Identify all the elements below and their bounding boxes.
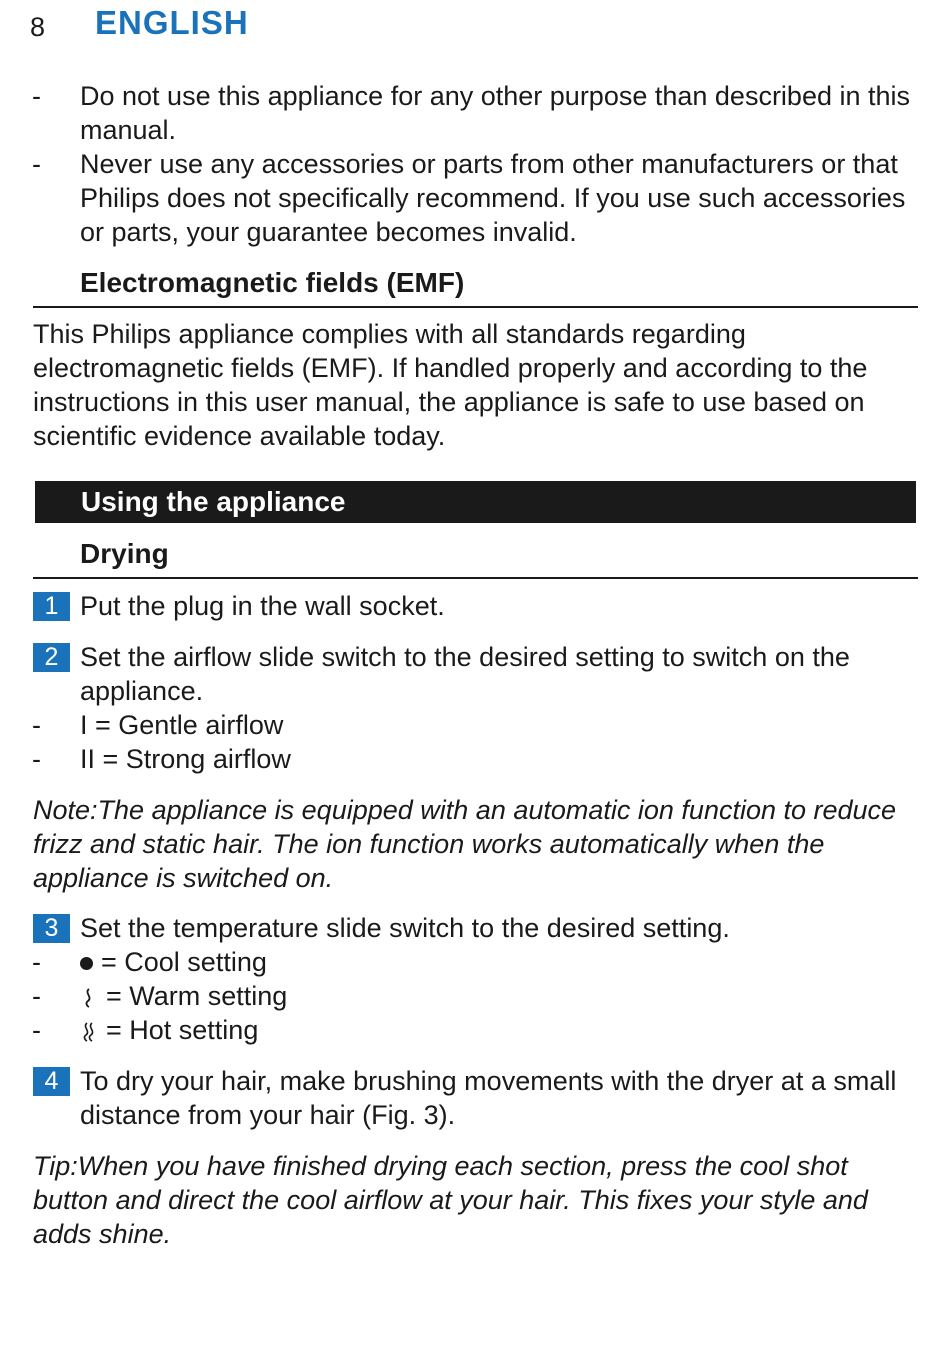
airflow-gentle: - I = Gentle airflow <box>32 710 284 740</box>
step-text: Set the temperature slide switch to the desired setting. <box>80 913 730 943</box>
single-wave-icon <box>80 987 98 1009</box>
bullet-text: Never use any accessories or parts from other manufacturers or that Philips does not specifically recommend. If you use such accessories or parts, your guarantee becomes invalid. <box>80 149 906 247</box>
temp-hot: - = Hot setting <box>32 1015 259 1045</box>
dot-icon <box>80 957 93 970</box>
double-wave-icon <box>80 1021 98 1043</box>
tip-label: Tip: <box>33 1151 78 1181</box>
bullet-text: = Hot setting <box>106 1015 259 1045</box>
bullet-text: = Cool setting <box>101 947 267 977</box>
step-number: 2 <box>33 643 70 672</box>
page-number: 8 <box>30 12 46 42</box>
note-label: Note: <box>33 795 98 825</box>
drying-heading: Drying <box>33 537 918 579</box>
bullet-text: I = Gentle airflow <box>80 710 284 740</box>
note-text: The appliance is equipped with an automatic ion function to reduce frizz and static hair. The ion function works automatically when the appliance is switched on. <box>33 795 897 893</box>
step-number: 3 <box>33 914 70 943</box>
step-number: 4 <box>33 1067 70 1096</box>
step-4 <box>33 1064 918 1132</box>
airflow-strong: - II = Strong airflow <box>32 744 291 774</box>
note <box>33 793 923 895</box>
step-text: To dry your hair, make brushing movements with the dryer at a small distance from your hair (Fig. 3). <box>80 1066 897 1130</box>
emf-paragraph: This Philips appliance complies with all standards regarding electromagnetic fields (EMF). If handled properly and according to the instructions in this user manual, the appliance is safe to use based on scientific evidence available today. <box>33 319 868 451</box>
section-title-bar <box>35 481 916 523</box>
step-number: 1 <box>33 592 70 621</box>
bullet-text: II = Strong airflow <box>80 744 291 774</box>
step-1 <box>33 589 918 623</box>
language-heading: ENGLISH <box>95 4 249 41</box>
step-text: Put the plug in the wall socket. <box>80 591 445 621</box>
tip <box>33 1149 923 1251</box>
temp-cool: - = Cool setting <box>32 947 267 977</box>
intro-bullet-1: - Do not use this appliance for any other purpose than described in this manual. <box>32 81 911 145</box>
section-title: Using the appliance <box>81 486 346 517</box>
emf-heading: Electromagnetic fields (EMF) <box>33 266 918 308</box>
step-2 <box>33 640 918 708</box>
bullet-text: Do not use this appliance for any other purpose than described in this manual. <box>80 81 911 145</box>
step-3 <box>33 911 918 945</box>
temp-warm: - = Warm setting <box>32 981 288 1011</box>
step-text: Set the airflow slide switch to the desired setting to switch on the appliance. <box>80 642 850 706</box>
bullet-text: = Warm setting <box>106 981 288 1011</box>
intro-bullet-2: - Never use any accessories or parts from other manufacturers or that Philips does not specifically recommend. If you use such accessories or parts, your guarantee becomes invalid. <box>32 149 906 247</box>
tip-text: When you have finished drying each section, press the cool shot button and direct the cool airflow at your hair. This fixes your style and adds shine. <box>33 1151 868 1249</box>
